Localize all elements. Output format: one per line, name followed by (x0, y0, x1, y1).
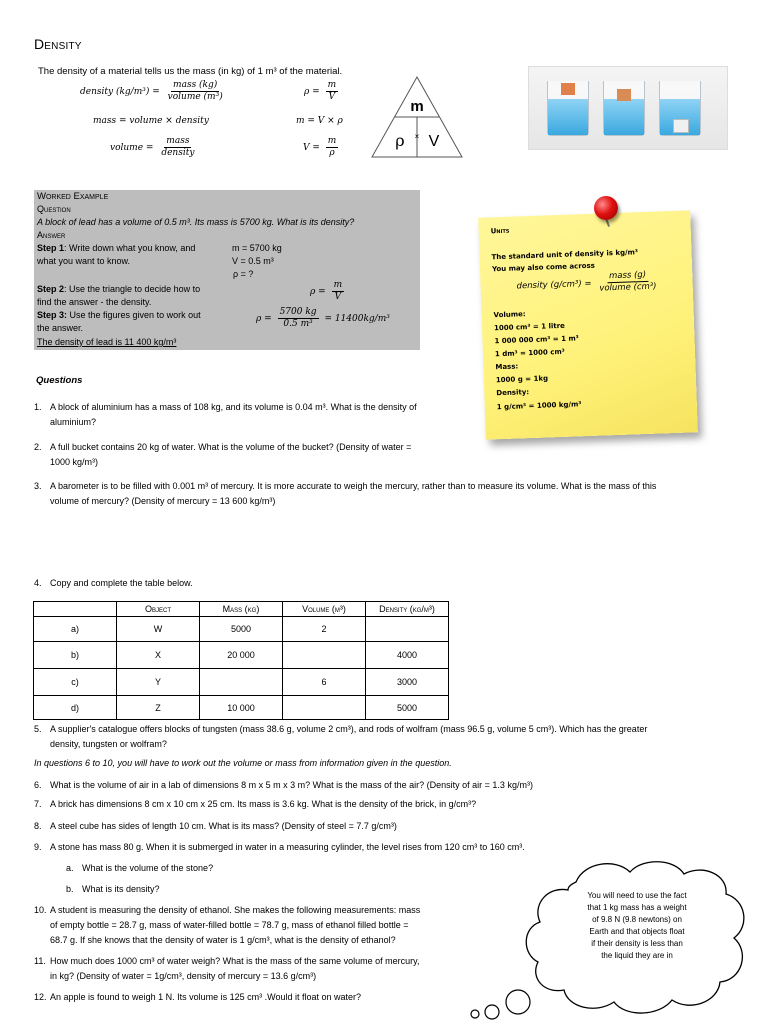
units-line-8: 1000 g = 1kg (495, 374, 549, 385)
formula-rho (304, 80, 341, 103)
step1-text: : Write down what you know, and (64, 243, 196, 253)
units-heading: Units (490, 226, 510, 236)
question-8 (34, 819, 744, 834)
units-formula-lhs: density (g/cm³) = (516, 278, 592, 292)
question-9a-text: What is the volume of the stone? (82, 863, 214, 873)
question-5-number: 5. (34, 724, 42, 734)
cloud-line-3: of 9.8 N (9.8 newtons) on (592, 915, 682, 924)
table-cell: d) (34, 696, 117, 720)
cloud-text (562, 890, 712, 962)
question-4-number: 4. (34, 578, 42, 588)
question-8-number: 8. (34, 821, 42, 831)
question-7 (34, 797, 744, 812)
question-2-number: 2. (34, 442, 42, 452)
step3-line2: the answer. (37, 323, 84, 333)
step2-line1 (37, 284, 200, 294)
formula-v-lhs: V = (303, 143, 320, 153)
formula-density-num: mass (kg) (173, 80, 218, 90)
question-3 (34, 479, 744, 509)
question-12 (34, 990, 474, 1005)
table-cell: c) (34, 669, 117, 696)
question-10-text: A student is measuring the density of ethanol. She makes the following measurements: mass of empty bottle = 28.7 g, mass of water-filled bottle = 78.7 g, mass of ethanol filled bottle = 68.7 g. If she knows that the density of water is 1 g/cm³, what is the density of ethanol? (50, 905, 421, 945)
formula-m: m = V × ρ (296, 116, 343, 126)
formula-volume-lhs: volume = (110, 143, 154, 153)
formula-density (80, 80, 228, 103)
triangle-rho: ρ (395, 131, 405, 150)
question-11-text: How much does 1000 cm³ of water weigh? What is the mass of the same volume of mercury, in kg? (Density of water = 1g/cm³, density of mercury = 13.6 g/cm³) (50, 956, 420, 981)
formula-rho-den: V (328, 92, 336, 102)
step1-label: Step 1 (37, 243, 65, 253)
question-8-text: A steel cube has sides of length 10 cm. What is its mass? (Density of steel = 7.7 g/cm³) (50, 821, 397, 831)
formula-volume-num: mass (166, 136, 190, 146)
question-9a-label: a. (66, 863, 74, 873)
intro-text: The density of a material tells us the mass (in kg) of 1 m³ of the material. (38, 66, 343, 77)
push-pin-icon (594, 196, 618, 220)
beakers-image (528, 66, 728, 150)
question-1-number: 1. (34, 402, 42, 412)
table-cell: 20 000 (200, 642, 283, 669)
worked-heading: Worked Example (37, 191, 109, 202)
table-row (34, 669, 449, 696)
question-6-number: 6. (34, 780, 42, 790)
question-9-number: 9. (34, 842, 42, 852)
worked-conclusion: The density of lead is 11 400 kg/m³ (37, 337, 177, 347)
table-cell: X (117, 642, 200, 669)
formula-density-den: volume (m³) (167, 92, 223, 102)
step3-line1 (37, 310, 201, 320)
rho-formula-lhs: ρ = (310, 287, 326, 297)
triangle-times: × (414, 132, 420, 141)
units-line-6: 1 dm³ = 1000 cm³ (494, 347, 565, 359)
table-cell: b) (34, 642, 117, 669)
rho-formula-num: m (333, 280, 343, 290)
table-cell: W (117, 617, 200, 642)
question-4 (34, 576, 474, 591)
table-cell: 6 (283, 669, 366, 696)
triangle-v: V (428, 133, 440, 150)
step3-text: Use the figures given to work out (67, 310, 201, 320)
table-cell: Y (117, 669, 200, 696)
units-line-3: Volume: (493, 310, 526, 320)
question-10-number: 10. (34, 905, 47, 915)
step2-label: Step 2 (37, 284, 65, 294)
question-11-number: 11. (34, 956, 46, 966)
units-line-4: 1000 cm³ = 1 litre (493, 321, 565, 333)
cloud-line-4: Earth and that objects float (589, 927, 685, 936)
step2-text: : Use the triangle to decide how to (64, 284, 201, 294)
formula-rho-num: m (327, 80, 337, 90)
table-header-density: Density (kg/m³) (366, 602, 449, 617)
rho-calc-den: 0.5 m³ (283, 319, 313, 329)
thought-bubble-small (471, 1010, 479, 1018)
rho-formula-den: V (334, 292, 342, 302)
table-row (34, 617, 449, 642)
table-cell (283, 696, 366, 720)
table-header-blank (34, 602, 117, 617)
known-mass: m = 5700 kg (232, 243, 282, 253)
formula-v-num: m (327, 136, 337, 146)
question-11 (34, 954, 474, 984)
units-formula-num: mass (g) (607, 270, 648, 283)
table-header-volume: Volume (m³) (283, 602, 366, 617)
question-12-text: An apple is found to weigh 1 N. Its volume is 125 cm³ .Would it float on water? (50, 992, 361, 1002)
worked-question: A block of lead has a volume of 0.5 m³. Its mass is 5700 kg. What is its density? (37, 217, 355, 227)
table-row (34, 696, 449, 720)
units-line-7: Mass: (495, 362, 519, 372)
question-9b-label: b. (66, 884, 74, 894)
answer-label: Answer (37, 230, 66, 240)
page-title: Density (34, 36, 82, 52)
rho-formula (310, 280, 347, 303)
table-cell: a) (34, 617, 117, 642)
known-volume: V = 0.5 m³ (232, 256, 274, 266)
step2-line2: find the answer - the density. (37, 297, 152, 307)
floating-block-1 (561, 83, 575, 95)
question-9a (66, 861, 466, 876)
table-cell: 4000 (366, 642, 449, 669)
formula-rho-lhs: ρ = (304, 87, 320, 97)
question-9-text: A stone has mass 80 g. When it is submerged in water in a measuring cylinder, the level rises from 120 cm³ to 160 cm³. (50, 842, 525, 852)
step1-line2: what you want to know. (37, 256, 131, 266)
density-table (33, 601, 449, 720)
formula-volume (110, 136, 199, 159)
question-9b (66, 882, 466, 897)
units-sticky-note (478, 210, 698, 439)
formula-volume-den: density (161, 148, 195, 158)
question-12-number: 12. (34, 992, 47, 1002)
units-line-5: 1 000 000 cm³ = 1 m³ (494, 334, 579, 346)
units-line-1: The standard unit of density is kg/m³ (491, 248, 639, 262)
table-cell: 2 (283, 617, 366, 642)
question-2-text: A full bucket contains 20 kg of water. What is the volume of the bucket? (Density of water = 1000 kg/m³) (50, 442, 412, 467)
question-9b-text: What is its density? (82, 884, 160, 894)
question-7-text: A brick has dimensions 8 cm x 10 cm x 25 cm. Its mass is 3.6 kg. What is the density of the brick, in g/cm³? (50, 799, 477, 809)
units-formula-den: volume (cm³) (599, 281, 657, 294)
table-cell: 3000 (366, 669, 449, 696)
table-cell (283, 642, 366, 669)
cloud-line-5: if their density is less than (591, 939, 683, 948)
table-row (34, 642, 449, 669)
question-label: Question (37, 204, 71, 214)
question-6 (34, 778, 744, 793)
table-header-mass: Mass (kg) (200, 602, 283, 617)
triangle-m: m (410, 98, 424, 115)
formula-density-lhs: density (kg/m³) = (80, 87, 160, 97)
sunken-block (673, 119, 689, 133)
question-1 (34, 400, 474, 430)
question-5-text: A supplier's catalogue offers blocks of tungsten (mass 38.6 g, volume 2 cm³), and rods of wolfram (mass 96.5 g, volume 5 cm³). Which has the greater density, tungsten or wolfram? (50, 724, 648, 749)
table-cell: Z (117, 696, 200, 720)
table-cell: 5000 (366, 696, 449, 720)
beaker-1 (547, 81, 589, 136)
question-3-text: A barometer is to be filled with 0.001 m³ of mercury. It is more accurate to weigh the mercury, rather than to measure its volume. What is the mass of this volume of mercury? (Density of mercury = 13 600 kg/m³) (50, 481, 657, 506)
question-5 (34, 722, 744, 752)
rho-calc-result: = 11400kg/m³ (324, 314, 390, 324)
thought-bubble-large (506, 990, 530, 1014)
cloud-line-6: the liquid they are in (601, 951, 673, 960)
question-10 (34, 903, 474, 948)
question-1-text: A block of aluminium has a mass of 108 kg, and its volume is 0.04 m³. What is the density of aluminium? (50, 402, 417, 427)
questions-6-10-note: In questions 6 to 10, you will have to work out the volume or mass from information given in the question. (34, 758, 452, 768)
units-line-2: You may also come across (491, 261, 595, 274)
step3-label: Step 3: (37, 310, 68, 320)
question-7-number: 7. (34, 799, 42, 809)
table-cell (200, 669, 283, 696)
beaker-2 (603, 81, 645, 136)
step1-line1 (37, 243, 195, 253)
formula-v-den: ρ (329, 148, 335, 158)
formula-mass: mass = volume × density (93, 116, 209, 126)
units-line-10: 1 g/cm³ = 1000 kg/m³ (496, 400, 582, 412)
rho-calculation (256, 307, 390, 330)
density-triangle (370, 75, 465, 160)
table-cell: 5000 (200, 617, 283, 642)
table-cell (366, 617, 449, 642)
table-cell: 10 000 (200, 696, 283, 720)
units-line-9: Density: (496, 388, 530, 398)
table-header-object: Object (117, 602, 200, 617)
cloud-line-1: You will need to use the fact (587, 891, 687, 900)
rho-calc-num: 5700 kg (279, 307, 317, 317)
question-3-number: 3. (34, 481, 42, 491)
questions-heading: Questions (36, 375, 83, 386)
question-9 (34, 840, 744, 855)
question-6-text: What is the volume of air in a lab of dimensions 8 m x 5 m x 3 m? What is the mass of the air? (Density of air = 1.3 kg/m³) (50, 780, 533, 790)
cloud-line-2: that 1 kg mass has a weight (587, 903, 687, 912)
rho-calc-lhs: ρ = (256, 314, 272, 324)
beaker-3 (659, 81, 701, 136)
question-4-text: Copy and complete the table below. (50, 578, 193, 588)
worked-example-box (34, 190, 420, 350)
question-2 (34, 440, 474, 470)
known-density: ρ = ? (233, 269, 254, 279)
thought-bubble-medium (485, 1005, 499, 1019)
table-header-row (34, 602, 449, 617)
floating-block-2 (617, 89, 631, 101)
units-formula (516, 269, 662, 297)
formula-v (303, 136, 341, 159)
